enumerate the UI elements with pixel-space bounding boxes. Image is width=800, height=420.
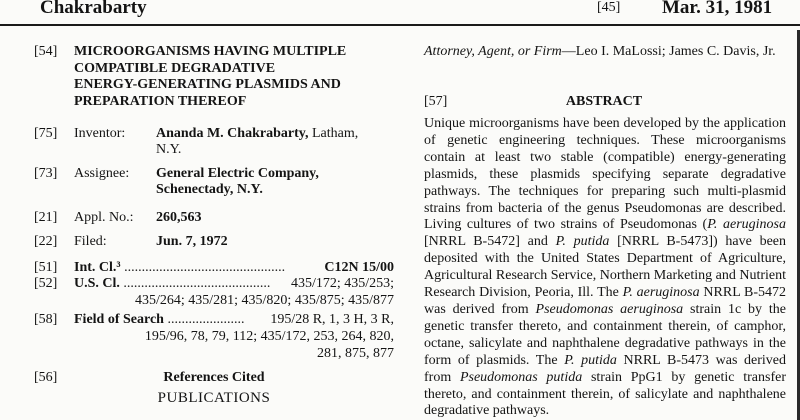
assignee-location: Schenectady, N.Y. xyxy=(156,182,263,197)
filed-value: Jun. 7, 1972 xyxy=(156,234,228,249)
uscl-value-2: 435/264; 435/281; 435/820; 435/875; 435/877 xyxy=(134,293,394,308)
title-line: ENERGY-GENERATING PLASMIDS AND xyxy=(74,77,341,92)
patent-title xyxy=(74,44,346,110)
assignee-name: General Electric Company, xyxy=(156,166,319,181)
abstract-segment: Unique microorganisms have been developed by the application of genetic engineering techniques. These microorganisms contain at least two stable (compatible) energy-generating plasmids, these plasmids specifying separate degradative pathways. The techniques for preparing such multi-plasmid strains from bacteria of the genus Pseudomonas are described. Living cultures of two strains of Pseudomonas ( xyxy=(424,116,786,233)
uscl-value-1: 435/172; 435/253; xyxy=(290,276,394,291)
abstract-segment: [NRRL B-5472] and xyxy=(424,234,556,250)
filed-code: [22] xyxy=(34,234,58,249)
inventor-value xyxy=(156,126,358,158)
inventor-label: Inventor: xyxy=(74,126,126,141)
intcl-label-line xyxy=(74,260,299,276)
attorney-line xyxy=(424,44,784,61)
uscl-dots: .......................................... xyxy=(119,276,271,291)
search-value-3: 281, 875, 877 xyxy=(317,346,394,361)
header-rule xyxy=(0,24,800,26)
assignee-value xyxy=(156,166,319,198)
header-date: Mar. 31, 1981 xyxy=(662,0,773,18)
abstract-code: [57] xyxy=(424,94,448,109)
abstract-text xyxy=(424,116,786,420)
assignee-label: Assignee: xyxy=(74,166,130,181)
abstract-italic: P. aeruginosa xyxy=(707,217,787,233)
header-inventor-surname: Chakrabarty xyxy=(40,0,147,18)
title-line: COMPATIBLE DEGRADATIVE xyxy=(74,60,276,76)
abstract-segment: strain PpG1 by genetic transfer thereto, and containment therein, of salicylate and naphthalene degradative pathways. xyxy=(424,369,786,419)
refs-code: [56] xyxy=(34,370,58,385)
search-label: Field of Search xyxy=(74,312,164,327)
inventor-state: N.Y. xyxy=(156,142,182,157)
intcl-dots: .............................................. xyxy=(120,260,286,275)
abstract-segment: [NRRL B-5473]) have been deposited with the United States Department of Agriculture, Agricultural Research Service, Northern Marketing and Nutrient Research Division, Peoria, Ill. The xyxy=(424,234,787,301)
abstract-title: ABSTRACT xyxy=(565,94,643,109)
header-code: [45] xyxy=(597,0,621,15)
title-line: MICROORGANISMS HAVING MULTIPLE xyxy=(74,44,347,59)
appl-label: Appl. No.: xyxy=(74,210,134,225)
uscl-code: [52] xyxy=(34,276,58,291)
attorney-value: —Leo I. MaLossi; James C. Davis, Jr. xyxy=(561,44,776,59)
intcl-value: C12N 15/00 xyxy=(324,260,394,275)
search-dots: ...................... xyxy=(163,312,245,327)
assignee-code: [73] xyxy=(34,166,58,181)
abstract-italic: P. putida xyxy=(555,234,610,250)
abstract-italic: P. putida xyxy=(564,352,617,368)
appl-value: 260,563 xyxy=(156,210,202,225)
search-value-1: 195/28 R, 1, 3 H, 3 R, xyxy=(270,312,394,327)
appl-code: [21] xyxy=(34,210,58,225)
abstract-italic: Pseudomonas aeruginosa xyxy=(535,301,684,317)
abstract-italic: P. aeruginosa xyxy=(622,285,700,301)
uscl-label-line xyxy=(74,276,299,292)
title-line: PREPARATION THEREOF xyxy=(74,93,247,109)
title-code: [54] xyxy=(34,44,58,59)
search-code: [58] xyxy=(34,312,58,327)
intcl-code: [51] xyxy=(34,260,58,275)
inventor-city: Latham, xyxy=(308,126,359,141)
search-label-line xyxy=(74,312,279,328)
publications-heading: PUBLICATIONS xyxy=(157,390,271,406)
abstract-segment: strain 1c by the genetic transfer thereto, and containment therein, of camphor, octane, salicylate and naphthalene degradative pathways in the form of plasmids. The xyxy=(424,301,787,368)
inventor-code: [75] xyxy=(34,126,58,141)
search-value-2: 195/96, 78, 79, 112; 435/172, 253, 264, 820, xyxy=(144,329,394,344)
attorney-label: Attorney, Agent, or Firm xyxy=(424,44,562,59)
inventor-name: Ananda M. Chakrabarty, xyxy=(156,126,309,141)
uscl-label: U.S. Cl. xyxy=(74,276,120,291)
refs-title: References Cited xyxy=(163,370,265,385)
filed-label: Filed: xyxy=(74,234,107,249)
intcl-label: Int. Cl.³ xyxy=(74,260,121,275)
abstract-italic: Pseudomonas putida xyxy=(459,369,583,385)
abstract-segment: NRRL B-5472 was derived from xyxy=(424,285,786,317)
abstract-segment: NRRL B-5473 was derived from xyxy=(424,352,787,385)
